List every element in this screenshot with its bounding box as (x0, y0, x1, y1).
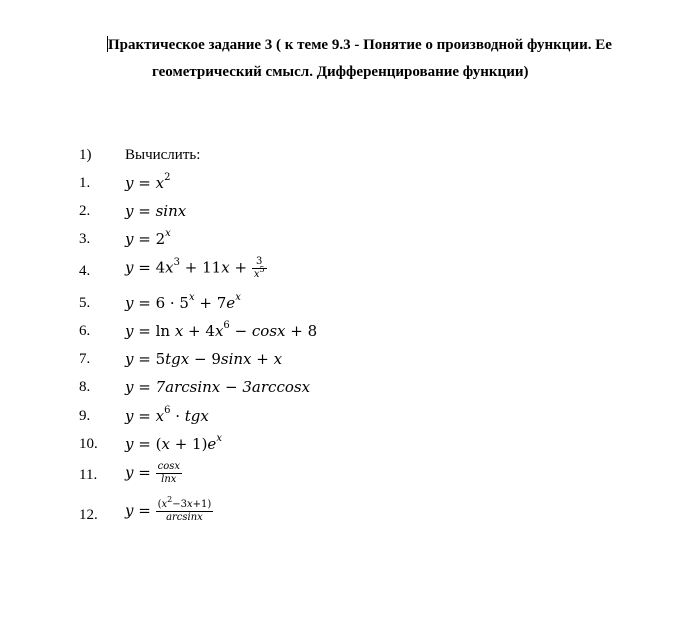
list-item (0, 230, 683, 258)
item-number: 7. (79, 351, 91, 367)
item-number: 12. (79, 507, 98, 523)
formula: $y = \ln x + 4x^6 - \cos x + 8$ (125, 320, 318, 340)
formula: $y = 6 \cdot 5^x + 7e^x$ (125, 292, 241, 312)
list-item (0, 202, 683, 230)
item-number: 10. (79, 436, 98, 452)
formula: y = sinx (125, 202, 187, 220)
formula: y = 7arcsinx − 3arccosx (125, 378, 311, 396)
document-title-line-1: Практическое задание 3 ( к теме 9.3 - Понятие о производной функции. Ее (108, 37, 612, 53)
task-header (0, 146, 683, 174)
item-number: 5. (79, 295, 91, 311)
item-number: 2. (79, 203, 91, 219)
formula: y = 5tgx − 9sinx + x (125, 350, 283, 368)
item-number: 6. (79, 323, 91, 339)
list-item (0, 322, 683, 350)
list-item (0, 294, 683, 322)
list-item (0, 494, 683, 534)
document-title-line-2: геометрический смысл. Дифференцирование функции) (152, 64, 529, 80)
item-number: 1. (79, 175, 91, 191)
task-instruction: Вычислить: (125, 147, 201, 163)
formula: y = $\frac{(x^2-3x+1)}{\arcsin x}$ (125, 494, 212, 523)
formula: $y = 4x^3 + 11x$ + $\frac{3}{x^5}$ (125, 256, 265, 280)
list-item (0, 435, 683, 463)
formula: y = $\frac{\cos x}{\ln x}$ (125, 461, 181, 485)
list-item (0, 256, 683, 290)
formula: $y = x^2$ (125, 172, 171, 192)
task-number: 1) (79, 147, 92, 163)
list-item (0, 174, 683, 202)
item-number: 3. (79, 231, 91, 247)
formula: y = 2$^x$ (125, 228, 171, 248)
item-number: 11. (79, 467, 98, 483)
list-item (0, 378, 683, 406)
list-item (0, 350, 683, 378)
formula: $y = (x + 1)e^x$ (125, 433, 222, 453)
list-item (0, 407, 683, 435)
item-number: 8. (79, 379, 91, 395)
item-number: 9. (79, 408, 91, 424)
item-number: 4. (79, 263, 91, 279)
formula: $y = x^6$ · tgx (125, 405, 209, 425)
list-item (0, 461, 683, 494)
